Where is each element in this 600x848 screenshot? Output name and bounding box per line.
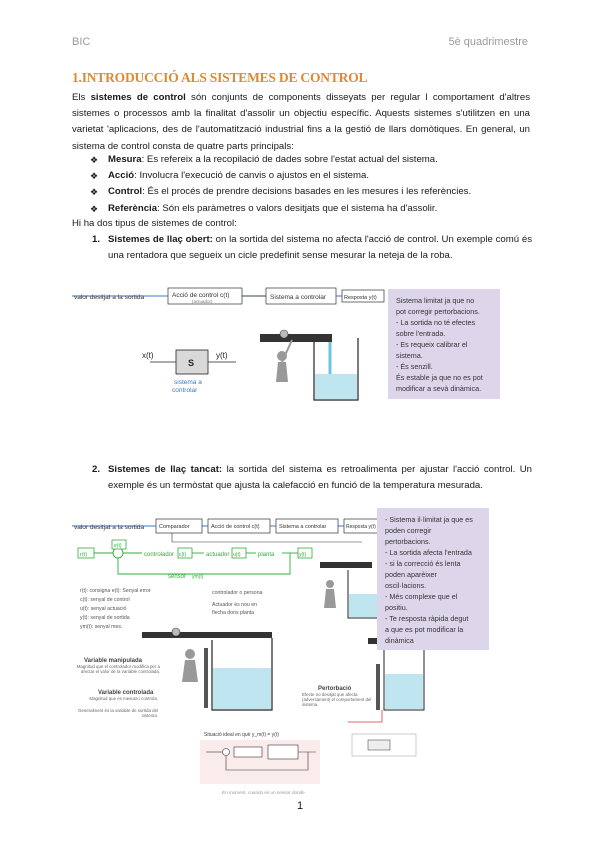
ideal-caption: Situació ideal en què y_m(t) = y(t) [204,732,279,738]
closed-loop-note: - Sistema il·limitat ja que es poden corregir pertorbacions. - La sortida afecta l'entrada - si la correcció és lenta poden aparèixer oscil·lacions. - Més complexe que el positiu. - Te resposta ràpida degut a que es pot modificar la dinàmica [377,508,489,650]
summing-junction [113,548,123,558]
hand-note: Actuador és nou en [212,602,257,608]
hand-note: flecha dons planta [212,610,255,616]
open-loop-note: Sistema limitat ja que no pot corregir pertorbacions. - La sortida no té efectes sobre l'entrada. - Es requeix calibrar el sistema. - És senzill. És estable ja que no es pot modificar a sevà dinàmica. [388,289,500,399]
section-title: 1.INTRODUCCIÓ ALS SISTEMES DE CONTROL [72,70,368,85]
s-label: S [188,358,195,368]
svg-text:actuador: actuador [206,552,230,558]
block-sub: (actuador) [192,299,213,304]
header-left: BIC [72,36,91,48]
svg-text:c(t): c(t) [179,552,187,558]
output-label: y(t) [216,351,228,360]
ideal-diagram [200,740,320,784]
variable-desc: Generalment és la variable de sortida del sistema. [77,708,158,719]
variable-desc: Efecte no desitjat que afecta (adversament) el comportament del sistema. [302,692,372,708]
legend-line: y(t): senyal de sortida [80,615,130,621]
parts-list [90,152,471,217]
types-intro: Hi ha dos tipus de sistemes de control: [72,218,237,229]
feedback-loop [78,540,312,580]
diamond-bullet-icon: ❖ [90,203,99,214]
hand-note: controlador o persona [212,590,263,596]
list-item: ❖ Control : És el procés de prendre decisions basades en les mesures i les referències. [90,184,471,200]
page-number: 1 [296,800,304,812]
block-label: Sistema a controlar [279,524,327,530]
block-label: Acció de control c(t) [211,524,260,530]
svg-text:r(t): r(t) [80,552,88,558]
list-item: ❖ Acció : Involucra l'execució de canvis o ajustos en el sistema. [90,168,471,184]
block-label: Acció de control c(t) [172,292,230,299]
legend-line: u(t): senyal actuació [80,606,127,612]
tank-illustration [260,330,358,400]
block-label: Resposta y(t) [346,524,376,530]
svg-text:planta: planta [258,552,275,558]
block-label: valor desitjat a la sortida [74,524,145,531]
figure-footer: En moment, cuando es un sensor donde [222,790,305,795]
svg-text:e(t): e(t) [114,543,122,549]
svg-text:u(t): u(t) [233,552,241,558]
type-2-item: 2. Sistemes de llaç tancat: la sortida del sistema es retroalimenta per ajustar l'acció control. Un exemple és un termòstat que ajusta la calefacció en funció de la temperatura mesurada. [92,464,532,492]
variable-desc: Magnitud que el controlador modifica per a afectar el valor de la variable controlada. [76,664,160,675]
block-label: Sistema a controlar [270,294,326,301]
svg-text:sensor: sensor [168,574,187,580]
block-label: Comparador [159,524,190,530]
system-caption: controlar [172,387,198,394]
intro-post: són conjunts de components disseyats per regular l comportament d'altres sistemes o processos amb la finalitat d'assolir un objectiu específic. Aquests sistemes s'utilitzen en una varietat 'aplicacions, des de l'automatització industrial fins a la gestió de llars domòtiques. En general, un sistema de control consta de quatre parts principals: [72,92,530,152]
svg-text:y(t): y(t) [299,552,307,558]
tank-illustration [142,628,272,710]
tank-illustration [320,562,378,618]
intro-bold: sistemes de control [90,92,186,103]
input-label: x(t) [142,351,154,360]
diamond-bullet-icon: ❖ [90,171,99,182]
variable-label: Variable manipulada [84,658,143,664]
intro-paragraph [72,90,530,155]
block-label: Resposta y(t) [344,295,377,301]
legend-line: c(t): senyal de control [80,597,130,603]
svg-text:ym(t): ym(t) [192,574,204,580]
list-item: ❖ Referència : Són els paràmetres o valors desitjats que el sistema ha d'assolir. [90,201,471,217]
system-caption: sistema a [174,379,202,386]
block-label: valor desitjat a la sortida [74,294,145,301]
diamond-bullet-icon: ❖ [90,187,99,198]
header-right: 5è quadrimestre [448,36,528,48]
type-1-item: 1. Sistemes de llaç obert: on la sortida del sistema no afecta l'acció de control. Un exemple comú és una rentadora que segueix un cicle predefinit sense mesurar la neteja de la roba. [92,234,532,262]
svg-text:controlador: controlador [144,552,175,558]
intro-pre: Els [72,92,91,103]
variable-label: Variable controlada [98,690,154,696]
variable-label: Pertorbació [318,686,352,692]
diamond-bullet-icon: ❖ [90,155,99,165]
list-item: ❖ Mesura : Es refereix a la recopilació de dades sobre l'estat actual del sistema. [90,152,471,168]
legend-line: ym(t): senyal mes. [80,624,123,630]
variable-desc: Magnitud que es mesura i controla. [89,696,158,701]
legend-line: r(t): consigna e(t): Senyal error [80,588,151,594]
